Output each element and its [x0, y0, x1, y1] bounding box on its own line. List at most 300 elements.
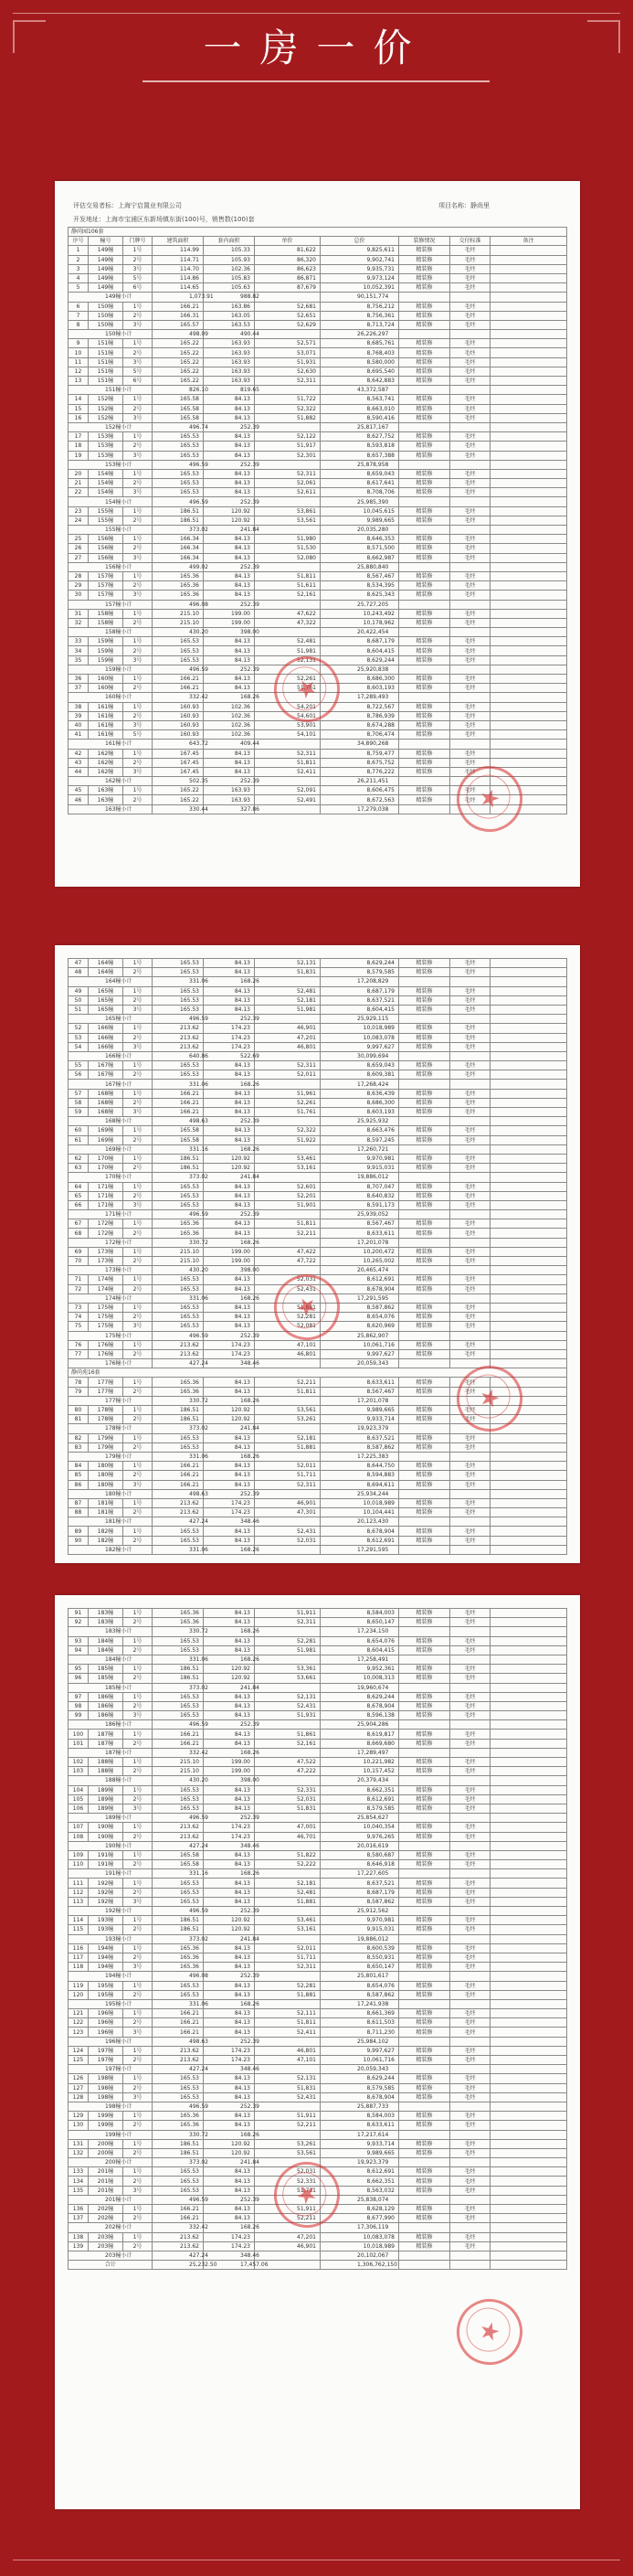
table-cell: 94 [69, 1645, 89, 1655]
table-cell: 8,644,750 [321, 1462, 399, 1471]
table-row [69, 1089, 567, 1098]
table-cell: 精装修 [399, 1609, 450, 1618]
table-cell [491, 1284, 567, 1293]
table-cell: 毛坯 [450, 357, 491, 367]
table-cell: 8,776,222 [321, 767, 399, 776]
table-cell: 165.36 [153, 1387, 204, 1396]
table-cell: 17,457.06 [204, 2261, 255, 2270]
subtotal-label: 189幢小计 [69, 1814, 153, 1823]
table-cell [491, 2121, 567, 2130]
table-cell: 2号 [123, 2148, 153, 2157]
table-cell: 毛坯 [450, 2241, 491, 2251]
table-cell: 精装修 [399, 1005, 450, 1014]
address-line: 开发地址：上海市宝浦区东新场镇东街(100)号，销售数(100)套 [73, 216, 255, 223]
table-cell: 52,031 [255, 2167, 321, 2177]
table-cell: 2号 [123, 2241, 153, 2251]
table-cell: 9,989,665 [321, 516, 399, 525]
table-cell: 精装修 [399, 720, 450, 729]
table-cell: 精装修 [399, 1943, 450, 1953]
table-row [69, 1247, 567, 1256]
table-cell [255, 2065, 321, 2074]
table-cell: 175幢 [89, 1303, 123, 1312]
table-cell: 毛坯 [450, 348, 491, 357]
table-cell: 168.26 [204, 1869, 255, 1879]
table-cell: 53,561 [255, 1406, 321, 1415]
table-cell: 8,590,416 [321, 413, 399, 422]
table-cell [450, 1683, 491, 1692]
table-cell: 165.22 [153, 367, 204, 376]
table-cell: 199.00 [204, 1758, 255, 1767]
table-cell: 10,018,989 [321, 1024, 399, 1033]
table-cell: 毛坯 [450, 1711, 491, 1720]
table-cell: 精装修 [399, 1692, 450, 1701]
subtotal-label: 154幢小计 [69, 497, 153, 506]
table-cell: 9,973,124 [321, 273, 399, 282]
table-cell: 84.13 [204, 1089, 255, 1098]
table-cell: 毛坯 [450, 1182, 491, 1191]
table-cell: 49 [69, 986, 89, 995]
table-cell [491, 2195, 567, 2204]
table-cell: 213.62 [153, 1340, 204, 1349]
table-cell: 184幢 [89, 1636, 123, 1645]
table-cell: 198幢 [89, 2074, 123, 2083]
table-cell: 52,571 [255, 339, 321, 348]
table-cell: 25,878,958 [321, 460, 399, 469]
table-cell: 1号 [123, 1785, 153, 1794]
table-cell: 165.53 [153, 1005, 204, 1014]
table-row [69, 1126, 567, 1135]
subtotal-row [69, 2102, 567, 2111]
table-cell: 毛坯 [450, 767, 491, 776]
table-cell: 52,261 [255, 1098, 321, 1107]
table-cell: 8,707,047 [321, 1182, 399, 1191]
table-cell: 8,604,415 [321, 1645, 399, 1655]
table-cell: 精装修 [399, 535, 450, 544]
table-row [69, 1257, 567, 1266]
table-cell: 1,306,762,150 [321, 2261, 399, 2270]
table-cell: 52,061 [255, 479, 321, 488]
subtotal-label: 157幢小计 [69, 600, 153, 609]
table-cell [255, 2102, 321, 2111]
table-row [69, 516, 567, 525]
table-cell: 1号 [123, 1462, 153, 1471]
table-cell [491, 1080, 567, 1089]
subtotal-row [69, 2037, 567, 2046]
table-row [69, 255, 567, 264]
table-cell: 409.44 [204, 740, 255, 749]
table-cell: 15 [69, 404, 89, 413]
table-cell: 84.13 [204, 1378, 255, 1387]
table-cell: 122 [69, 2018, 89, 2028]
table-cell: 精装修 [399, 581, 450, 591]
table-cell: 毛坯 [450, 377, 491, 386]
table-cell: 精装修 [399, 553, 450, 562]
column-header: 总价 [321, 237, 399, 246]
table-cell: 84.13 [204, 1888, 255, 1897]
table-cell: 毛坯 [450, 1471, 491, 1480]
table-cell: 精装修 [399, 1257, 450, 1266]
table-cell: 373.02 [153, 526, 204, 535]
table-cell [491, 1972, 567, 1981]
table-cell: 毛坯 [450, 1674, 491, 1683]
table-cell: 2号 [123, 1953, 153, 1962]
table-cell: 1号 [123, 1879, 153, 1888]
table-cell: 1号 [123, 1823, 153, 1832]
table-cell: 84.13 [204, 1108, 255, 1117]
table-cell: 8,663,476 [321, 1126, 399, 1135]
table-cell [255, 1210, 321, 1219]
table-cell: 120.92 [204, 1415, 255, 1424]
table-cell: 52,131 [255, 655, 321, 665]
table-cell: 1号 [123, 469, 153, 478]
table-cell: 52,611 [255, 488, 321, 497]
table-cell: 8,603,193 [321, 1108, 399, 1117]
table-cell: 120.92 [204, 1665, 255, 1674]
table-cell [399, 1683, 450, 1692]
table-cell [491, 1266, 567, 1275]
table-cell [491, 2167, 567, 2177]
subtotal-label: 198幢小计 [69, 2102, 153, 2111]
table-row [69, 959, 567, 968]
table-cell: 3号 [123, 320, 153, 329]
table-cell [450, 1869, 491, 1879]
table-cell: 165.22 [153, 357, 204, 367]
table-cell: 2号 [123, 758, 153, 767]
table-cell: 498.63 [153, 1117, 204, 1126]
table-cell: 2号 [123, 1387, 153, 1396]
table-cell [255, 1051, 321, 1060]
table-cell: 精装修 [399, 1758, 450, 1767]
table-cell: 精装修 [399, 1730, 450, 1739]
table-cell: 毛坯 [450, 1098, 491, 1107]
table-cell: 9,970,981 [321, 1154, 399, 1163]
table-cell [491, 581, 567, 591]
table-cell: 毛坯 [450, 795, 491, 804]
table-cell: 25,801,617 [321, 1972, 399, 1981]
subtotal-label: 172幢小计 [69, 1238, 153, 1247]
table-cell [491, 628, 567, 637]
table-cell: 496.59 [153, 1907, 204, 1916]
table-cell: 186幢 [89, 1692, 123, 1701]
table-cell: 毛坯 [450, 2083, 491, 2092]
table-cell: 84.13 [204, 571, 255, 580]
table-cell [450, 1015, 491, 1024]
table-cell: 3号 [123, 1897, 153, 1906]
table-cell: 8,619,817 [321, 1730, 399, 1739]
table-cell: 1号 [123, 432, 153, 442]
table-cell: 168.26 [204, 1545, 255, 1554]
table-cell [255, 1748, 321, 1757]
table-cell: 1号 [123, 2112, 153, 2121]
table-cell: 213.62 [153, 2056, 204, 2065]
table-cell: 3号 [123, 1322, 153, 1331]
table-cell: 165.58 [153, 1850, 204, 1859]
table-cell [399, 1655, 450, 1664]
table-cell: 毛坯 [450, 675, 491, 684]
table-cell: 精装修 [399, 2241, 450, 2251]
table-cell: 168幢 [89, 1098, 123, 1107]
table-cell: 1号 [123, 702, 153, 711]
table-cell: 84.13 [204, 1303, 255, 1312]
table-cell: 139 [69, 2241, 89, 2251]
table-cell: 158幢 [89, 609, 123, 618]
table-cell [450, 1748, 491, 1757]
table-cell [491, 404, 567, 413]
table-cell: 17,258,491 [321, 1655, 399, 1664]
table-cell [491, 1033, 567, 1042]
table-cell: 毛坯 [450, 264, 491, 273]
table-cell: 2号 [123, 1739, 153, 1748]
table-cell [255, 1517, 321, 1527]
table-cell: 8,646,918 [321, 1860, 399, 1869]
table-cell: 8,713,724 [321, 320, 399, 329]
table-cell: 52,481 [255, 986, 321, 995]
table-cell: 52,281 [255, 1981, 321, 1990]
table-cell: 165.53 [153, 1879, 204, 1888]
table-cell: 153幢 [89, 442, 123, 451]
table-cell: 9,997,627 [321, 1042, 399, 1051]
table-cell: 3号 [123, 1711, 153, 1720]
table-cell: 215.10 [153, 618, 204, 627]
table-row [69, 506, 567, 516]
table-cell: 252.39 [204, 422, 255, 431]
table-cell: 9,915,031 [321, 1164, 399, 1173]
table-cell [450, 740, 491, 749]
table-cell [255, 1489, 321, 1498]
table-cell: 10 [69, 348, 89, 357]
table-cell: 52,629 [255, 320, 321, 329]
table-cell: 8,672,563 [321, 795, 399, 804]
table-cell [399, 1841, 450, 1850]
table-cell: 330.72 [153, 2130, 204, 2139]
table-cell [491, 553, 567, 562]
table-cell: 84.13 [204, 1471, 255, 1480]
subtotal-label: 170幢小计 [69, 1173, 153, 1182]
table-cell: 496.59 [153, 1331, 204, 1340]
table-cell [450, 1907, 491, 1916]
table-cell: 毛坯 [450, 413, 491, 422]
table-cell: 精装修 [399, 1340, 450, 1349]
table-cell: 96 [69, 1674, 89, 1683]
table-cell: 2号 [123, 581, 153, 591]
table-cell: 毛坯 [450, 609, 491, 618]
table-cell [491, 1191, 567, 1200]
table-cell: 29 [69, 581, 89, 591]
table-cell: 120.92 [204, 1916, 255, 1925]
table-cell: 8,646,353 [321, 535, 399, 544]
table-cell: 176幢 [89, 1340, 123, 1349]
table-cell [450, 1517, 491, 1527]
title-divider [142, 80, 490, 82]
table-cell: 53,261 [255, 2139, 321, 2148]
table-cell [491, 442, 567, 451]
table-row [69, 1042, 567, 1051]
table-cell: 毛坯 [450, 1033, 491, 1042]
table-cell: 84.13 [204, 1879, 255, 1888]
table-cell [399, 422, 450, 431]
table-cell: 1号 [123, 1850, 153, 1859]
table-cell [255, 1841, 321, 1850]
table-cell: 2号 [123, 1645, 153, 1655]
table-cell: 8,534,395 [321, 581, 399, 591]
table-cell: 496.59 [153, 1015, 204, 1024]
table-cell [491, 479, 567, 488]
table-cell: 166.21 [153, 1108, 204, 1117]
table-row [69, 1981, 567, 1990]
subtotal-label: 163幢小计 [69, 804, 153, 814]
table-cell [399, 977, 450, 986]
table-cell: 92 [69, 1618, 89, 1627]
table-cell: 138 [69, 2232, 89, 2241]
table-cell: 毛坯 [450, 451, 491, 460]
table-cell: 826.10 [153, 386, 204, 395]
table-cell: 51,917 [255, 442, 321, 451]
table-cell [491, 1275, 567, 1284]
subtotal-label: 合计 [69, 2261, 153, 2270]
table-cell: 84.13 [204, 1963, 255, 1972]
table-cell: 110 [69, 1860, 89, 1869]
table-cell: 毛坯 [450, 1665, 491, 1674]
table-row [69, 1758, 567, 1767]
table-cell: 84.13 [204, 2083, 255, 2092]
table-cell [399, 740, 450, 749]
table-cell: 166.34 [153, 535, 204, 544]
table-cell: 84.13 [204, 1442, 255, 1452]
table-cell: 166.34 [153, 544, 204, 553]
table-cell: 252.39 [204, 1907, 255, 1916]
table-cell [450, 665, 491, 674]
table-cell: 83 [69, 1442, 89, 1452]
table-cell [491, 1182, 567, 1191]
table-cell [450, 1776, 491, 1785]
table-cell [255, 2130, 321, 2139]
table-cell: 172幢 [89, 1219, 123, 1229]
table-cell: 9,952,361 [321, 1665, 399, 1674]
table-cell: 252.39 [204, 600, 255, 609]
table-cell: 46,801 [255, 1042, 321, 1051]
subtotal-label: 200幢小计 [69, 2158, 153, 2167]
table-cell: 69 [69, 1247, 89, 1256]
table-cell: 2号 [123, 1257, 153, 1266]
subtotal-label: 186幢小计 [69, 1720, 153, 1730]
table-cell: 精装修 [399, 730, 450, 740]
column-header: 套内面积 [204, 237, 255, 246]
table-cell: 52,431 [255, 1527, 321, 1536]
table-cell: 165.53 [153, 1785, 204, 1794]
table-cell: 174.23 [204, 2046, 255, 2055]
table-cell: 52,131 [255, 959, 321, 968]
table-cell: 2号 [123, 348, 153, 357]
table-cell: 8,636,439 [321, 1089, 399, 1098]
table-cell: 6 [69, 302, 89, 311]
table-cell [491, 2065, 567, 2074]
table-cell: 精装修 [399, 1200, 450, 1209]
table-cell: 51,811 [255, 758, 321, 767]
table-cell: 241.84 [204, 1934, 255, 1943]
table-cell: 毛坯 [450, 1247, 491, 1256]
table-cell [491, 675, 567, 684]
table-cell [491, 1200, 567, 1209]
table-cell: 108 [69, 1832, 89, 1841]
table-cell: 8,604,415 [321, 1005, 399, 1014]
table-cell: 精装修 [399, 2139, 450, 2148]
table-cell: 28 [69, 571, 89, 580]
table-row [69, 1191, 567, 1200]
table-cell [491, 1173, 567, 1182]
table-cell: 173幢 [89, 1247, 123, 1256]
table-cell: 174.23 [204, 1508, 255, 1517]
table-cell: 165.53 [153, 1433, 204, 1442]
table-cell: 53 [69, 1033, 89, 1042]
table-cell: 精装修 [399, 1154, 450, 1163]
table-cell: 52,081 [255, 1322, 321, 1331]
table-cell: 165.53 [153, 1284, 204, 1293]
table-cell [491, 1238, 567, 1247]
table-cell: 53,361 [255, 1665, 321, 1674]
table-cell: 165.58 [153, 395, 204, 404]
table-cell: 3号 [123, 488, 153, 497]
table-cell: 115 [69, 1925, 89, 1934]
subtotal-row [69, 1238, 567, 1247]
table-cell: 327.86 [204, 804, 255, 814]
subtotal-label: 201幢小计 [69, 2195, 153, 2204]
table-cell: 精装修 [399, 786, 450, 795]
table-cell: 51,881 [255, 1990, 321, 1999]
table-cell [450, 2195, 491, 2204]
table-cell [255, 460, 321, 469]
subtotal-label: 151幢小计 [69, 386, 153, 395]
table-cell: 21 [69, 479, 89, 488]
table-cell [255, 293, 321, 302]
subtotal-row [69, 2130, 567, 2139]
table-cell [491, 2028, 567, 2037]
table-cell [491, 1219, 567, 1229]
table-cell: 8,612,691 [321, 1536, 399, 1545]
table-cell: 182幢 [89, 1536, 123, 1545]
subtotal-row [69, 422, 567, 431]
table-cell: 8,604,415 [321, 646, 399, 655]
table-cell [450, 1238, 491, 1247]
table-row [69, 1711, 567, 1720]
table-cell: 151幢 [89, 339, 123, 348]
table-cell: 精装修 [399, 684, 450, 693]
table-cell: 175幢 [89, 1322, 123, 1331]
table-row [69, 1739, 567, 1748]
table-cell: 165.58 [153, 404, 204, 413]
table-cell: 156幢 [89, 544, 123, 553]
table-cell: 20,379,434 [321, 1776, 399, 1785]
table-cell: 57 [69, 1089, 89, 1098]
table-cell: 19,960,674 [321, 1683, 399, 1692]
table-cell: 17,227,605 [321, 1869, 399, 1879]
table-cell: 120 [69, 1990, 89, 1999]
table-row [69, 1182, 567, 1191]
table-cell: 17,260,721 [321, 1144, 399, 1154]
table-cell: 398.00 [204, 1776, 255, 1785]
table-cell: 精装修 [399, 1645, 450, 1655]
table-cell [491, 1462, 567, 1471]
table-cell: 180幢 [89, 1480, 123, 1489]
table-cell: 毛坯 [450, 1257, 491, 1266]
table-cell: 84.13 [204, 1645, 255, 1655]
table-cell [491, 1144, 567, 1154]
table-cell: 3 [69, 264, 89, 273]
table-cell [450, 1080, 491, 1089]
table-cell: 5号 [123, 273, 153, 282]
table-cell: 7 [69, 311, 89, 320]
table-cell: 毛坯 [450, 711, 491, 720]
table-cell: 51,931 [255, 357, 321, 367]
